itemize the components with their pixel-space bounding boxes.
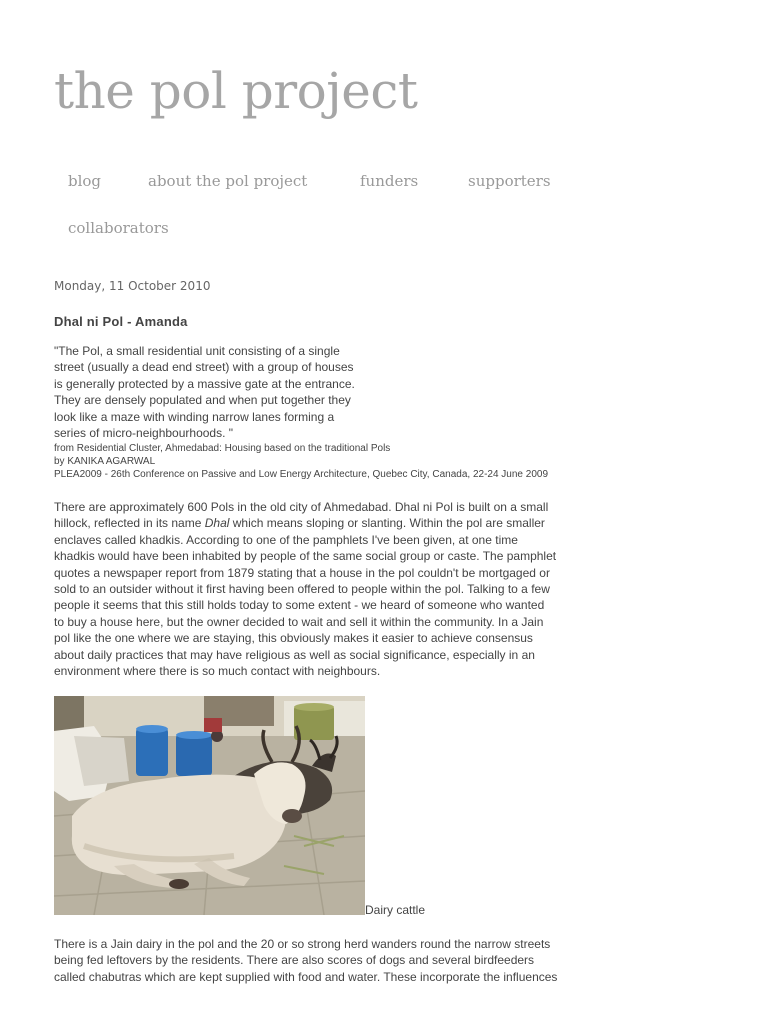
post-date: Monday, 11 October 2010 xyxy=(54,279,211,293)
paragraph-line: enclaves called khadkis. According to one of the pamphlets I've been given, at one time xyxy=(54,532,518,547)
paragraph-line: people it seems that this still holds today to some extent - we heard of someone who wanted xyxy=(54,598,545,613)
paragraph-line: called chabutras which are kept supplied with food and water. These incorporate the influences xyxy=(54,969,558,984)
paragraph-line: quotes a newspaper report from 1879 stating that a house in the pol couldn't be mortgaged or xyxy=(54,565,550,580)
quote-line: is generally protected by a massive gate at the entrance. xyxy=(54,376,355,391)
paragraph-line: khadkis would have been inhabited by people of the same social group or caste. The pamphlet xyxy=(54,549,557,564)
quote-line: "The Pol, a small residential unit consisting of a single xyxy=(54,344,340,358)
nav-link-supporters[interactable]: supporters xyxy=(468,172,551,190)
paragraph-text: which means sloping or slanting. Within the pol are smaller xyxy=(229,516,545,531)
nav-link-blog[interactable]: blog xyxy=(68,172,102,190)
dhal-emphasis: Dhal xyxy=(204,516,230,531)
dairy-cattle-photo[interactable] xyxy=(54,696,365,915)
nav-link-funders[interactable]: funders xyxy=(360,172,419,190)
paragraph-line: There are approximately 600 Pols in the old city of Ahmedabad. Dhal ni Pol is built on a small xyxy=(54,500,549,514)
post-title[interactable]: Dhal ni Pol - Amanda xyxy=(54,314,188,329)
paragraph-line: to buy a house here, but the owner decided to wait and sell it within the community. In a Jain xyxy=(54,614,544,629)
quote-citation xyxy=(54,442,614,481)
post-paragraph-1 xyxy=(54,499,589,679)
quote-line: series of micro-neighbourhoods. " xyxy=(54,426,234,441)
quote-line: They are densely populated and when put together they xyxy=(54,393,351,408)
quote-line: street (usually a dead end street) with a group of houses xyxy=(54,360,354,375)
paragraph-line: being fed leftovers by the residents. There are also scores of dogs and several birdfeeders xyxy=(54,953,535,968)
paragraph-line: environment where there is so much contact with neighbours. xyxy=(54,664,381,679)
citation-line: from Residential Cluster, Ahmedabad: Housing based on the traditional Pols xyxy=(54,443,391,454)
quote-line: look like a maze with winding narrow lanes forming a xyxy=(54,409,335,424)
paragraph-line: about daily practices that may have religious as well as social significance, especially in an xyxy=(54,647,535,662)
photo-caption: Dairy cattle xyxy=(365,903,426,917)
post-paragraph-2 xyxy=(54,936,589,985)
paragraph-line xyxy=(54,515,589,531)
paragraph-line: pol like the one where we are staying, this obviously makes it easier to achieve consensus xyxy=(54,631,533,646)
paragraph-line: There is a Jain dairy in the pol and the 20 or so strong herd wanders round the narrow streets xyxy=(54,937,551,951)
cattle-image-illustration xyxy=(54,696,365,915)
paragraph-line: sold to an outsider without it first having been offered to people within the pol. Talking to a few xyxy=(54,582,550,597)
citation-line: by KANIKA AGARWAL xyxy=(54,456,156,467)
paragraph-text: hillock, reflected in its name xyxy=(54,516,205,531)
nav-link-collaborators[interactable]: collaborators xyxy=(68,219,169,237)
nav-link-about[interactable]: about the pol project xyxy=(148,172,308,190)
citation-line: PLEA2009 - 26th Conference on Passive and Low Energy Architecture, Quebec City, Canada, 22-24 June 2009 xyxy=(54,469,549,480)
post-quote xyxy=(54,343,384,441)
blog-title[interactable]: the pol project xyxy=(54,62,418,120)
